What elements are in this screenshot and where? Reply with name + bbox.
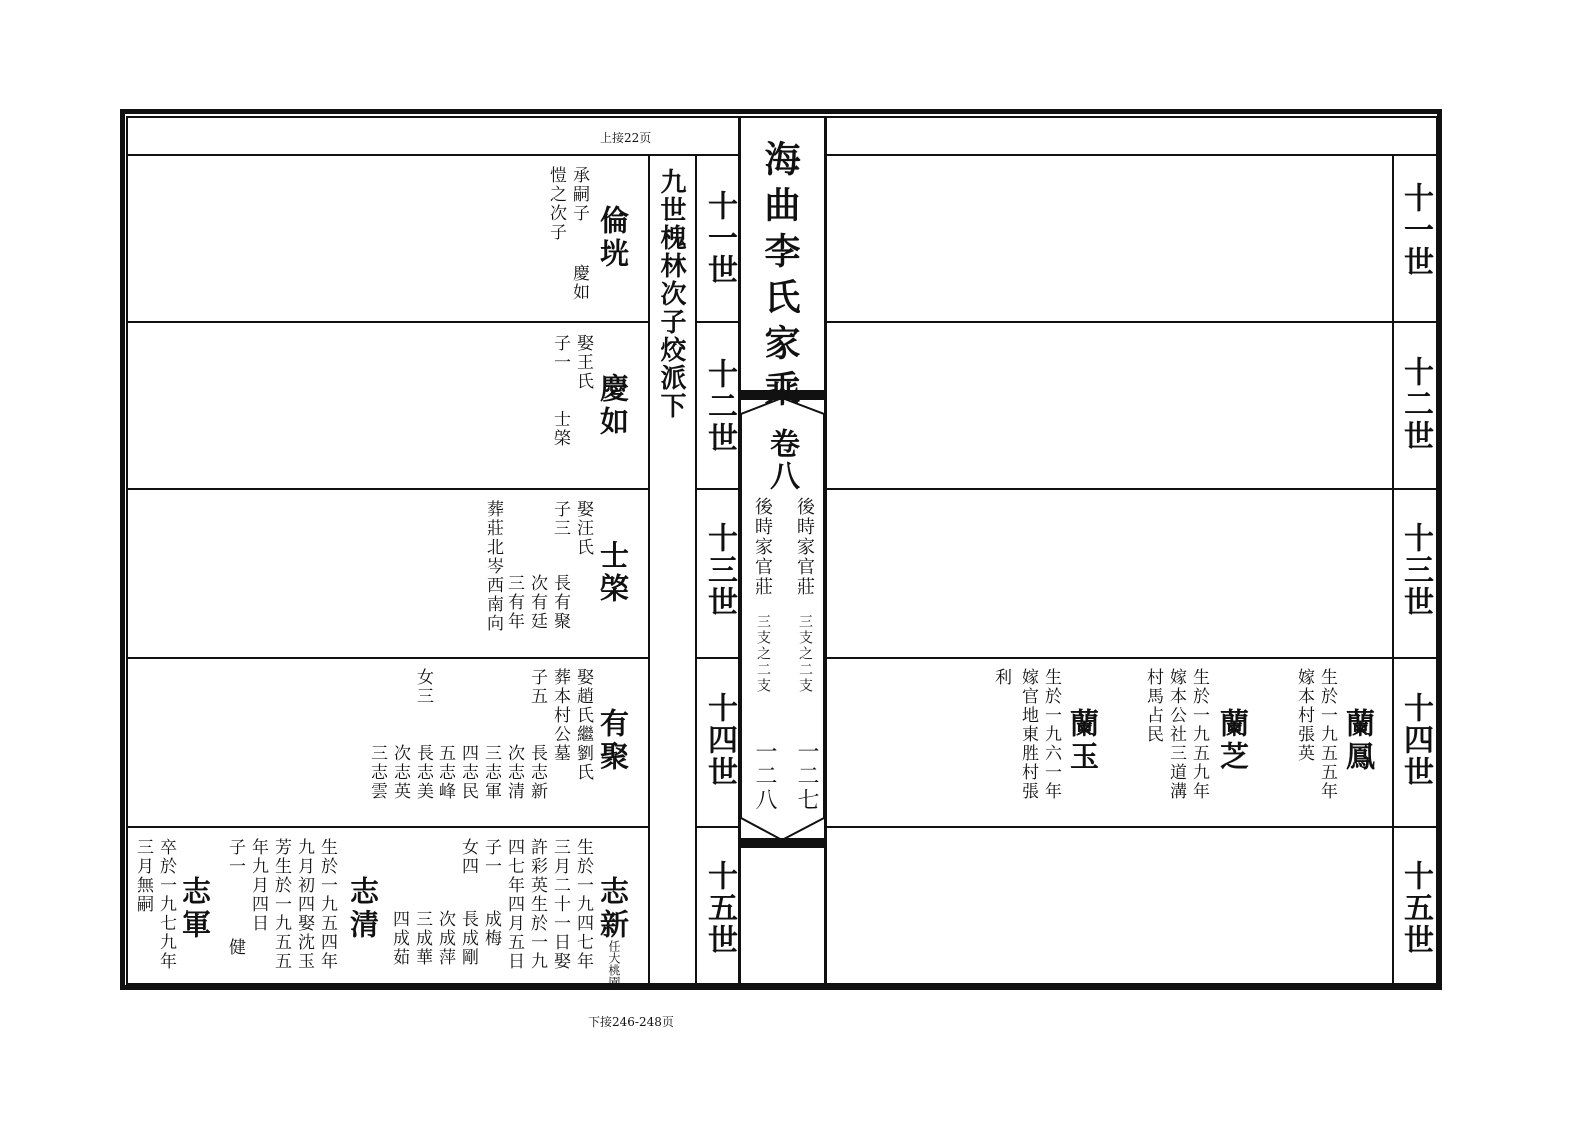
lineage-header: 九世槐林次子烄派下: [656, 168, 686, 420]
person-note: 愷之次子: [546, 166, 566, 242]
gen-divider: [695, 488, 740, 490]
person-note: 九月初四娶沈玉: [294, 838, 314, 971]
person-name: 蘭芝: [1216, 708, 1250, 774]
row-divider: [128, 321, 648, 323]
row-divider: [826, 657, 1438, 659]
person-name: 倫垙: [596, 205, 630, 271]
person-name: 有聚: [596, 708, 630, 774]
child-name: 長志新: [527, 744, 547, 801]
person-note: 葬本村公墓: [550, 668, 570, 763]
person-note: 子一: [550, 334, 570, 372]
gen-label-14: 十四世: [1398, 692, 1433, 788]
gen-label-12: 十二世: [702, 358, 737, 454]
gen-divider: [695, 321, 740, 323]
person-name: 慶如: [596, 373, 630, 439]
child-name: 長志美: [413, 744, 433, 801]
row-divider: [826, 321, 1438, 323]
person-note: 子五: [527, 668, 547, 706]
row-divider: [128, 657, 648, 659]
branch-top-sub: 三支之二支: [797, 614, 813, 694]
person-note: 利: [991, 668, 1011, 687]
child-name: 長有聚: [550, 574, 570, 631]
child-name: 長成剛: [458, 910, 478, 967]
person-note: 三月二十一日娶: [550, 838, 570, 971]
child-name: 慶如: [569, 264, 589, 302]
person-note: 娶趙氏繼劉氏: [573, 668, 593, 782]
child-name: 次志英: [390, 744, 410, 801]
row-divider: [128, 488, 648, 490]
continue-to: 下接246-248页: [588, 1015, 674, 1029]
child-name: 成梅: [481, 910, 501, 948]
person-name: 蘭玉: [1066, 708, 1100, 774]
gen-label-11: 十一世: [1398, 182, 1433, 278]
gen-divider: [695, 657, 740, 659]
person-note: 三月無嗣: [133, 838, 153, 914]
person-note: 承嗣子: [569, 166, 589, 223]
child-name: 次有廷: [527, 574, 547, 631]
volume-label: 卷八: [764, 428, 799, 492]
person-note: 子一: [481, 838, 501, 876]
person-note: 娶汪氏: [573, 500, 593, 557]
right-header-line: [826, 154, 1438, 156]
person-note: 生於一九六一年: [1041, 668, 1061, 801]
person-note: 村馬占民: [1143, 668, 1163, 744]
row-divider: [826, 826, 1438, 828]
page-number-127: 一二七: [794, 740, 819, 812]
child-name: 三志軍: [481, 744, 501, 801]
gen-label-12: 十二世: [1398, 356, 1433, 452]
person-note: 許彩英生於一九: [527, 838, 547, 971]
child-name: 次成萍: [435, 910, 455, 967]
person-name: 志軍: [178, 876, 212, 942]
person-note: 嫁本村張英: [1294, 668, 1314, 763]
person-note: 嫁官地東胜村張: [1018, 668, 1038, 801]
branch-bottom: 後時家官莊: [752, 497, 773, 597]
gen-label-15: 十五世: [1398, 860, 1433, 956]
lineage-column-line: [648, 154, 650, 985]
gen-column-line: [1392, 154, 1394, 985]
child-name: 四成茹: [389, 910, 409, 967]
continue-from: 上接22页: [600, 131, 652, 145]
gen-label-11: 十一世: [702, 190, 737, 286]
branch-top: 後時家官莊: [794, 497, 815, 597]
child-name: 次志清: [504, 744, 524, 801]
person-note: 生於一九五五年: [1317, 668, 1337, 801]
person-note: 卒於一九七九年: [156, 838, 176, 971]
gen-label-15: 十五世: [702, 860, 737, 956]
person-note: 四七年四月五日: [504, 838, 524, 971]
row-divider: [826, 488, 1438, 490]
child-name: 四志民: [458, 744, 478, 801]
person-note: 嫁本公社三道溝: [1166, 668, 1186, 801]
branch-bottom-sub: 三支之二支: [755, 614, 771, 694]
person-note: 生於一九四七年: [573, 838, 593, 971]
person-name: 蘭鳳: [1342, 708, 1376, 774]
spine-right-line: [824, 116, 827, 985]
person-note: 子三: [550, 500, 570, 538]
person-note: 女四: [458, 838, 478, 876]
child-name: 三有年: [504, 574, 524, 631]
row-divider: [128, 826, 648, 828]
page-number-128: 一二八: [752, 740, 777, 812]
burial-note: 葬莊北岑西南向: [483, 500, 503, 633]
person-note: 芳生於一九五五: [271, 838, 291, 971]
person-note: 生於一九五四年: [317, 838, 337, 971]
child-name: 健: [225, 938, 245, 957]
person-note: 年九月四日: [248, 838, 268, 933]
child-name: 五志峰: [435, 744, 455, 801]
gen-label-13: 十三世: [1398, 522, 1433, 618]
person-note: 女三: [413, 668, 433, 706]
person-name: 士棨: [596, 540, 630, 606]
person-note: 子一: [225, 838, 245, 876]
child-name: 三成華: [412, 910, 432, 967]
person-note: 生於一九五九年: [1189, 668, 1209, 801]
person-note: 娶王氏: [573, 334, 593, 391]
child-name: 三志雲: [367, 744, 387, 801]
gen-label-14: 十四世: [702, 692, 737, 788]
gen-column-line: [695, 154, 697, 985]
child-name: 士棨: [550, 410, 570, 448]
person-name: 志清: [346, 876, 380, 942]
gen-divider: [695, 826, 740, 828]
person-suffix: 任大桃園: [607, 940, 621, 988]
gen-label-13: 十三世: [702, 522, 737, 618]
book-title: 海曲李氏家乘: [759, 140, 801, 416]
person-name: 志新: [596, 876, 630, 942]
